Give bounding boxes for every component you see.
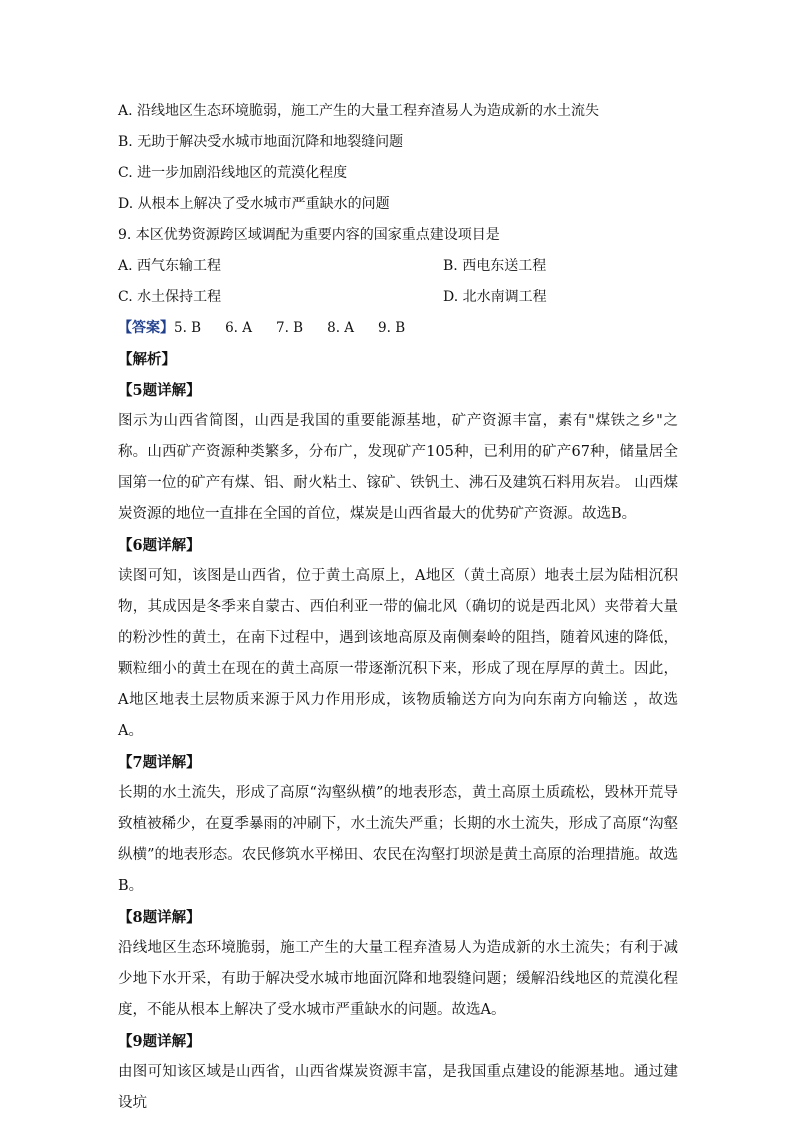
q9-options-row-2 [118,282,678,313]
q8-option-c: C. 进一步加剧沿线地区的荒漠化程度 [118,165,348,181]
section-text-7: 长期的水土流失，形成了高原“沟壑纵横”的地表形态，黄土高原土质疏松，毁林开荒导致植被稀少，在夏季暴雨的冲刷下，水土流失严重；长期的水土流失，形成了高原“沟壑纵横”的地表形态。农民修筑水平梯田、农民在沟壑打坝淤是黄土高原的治理措施。故选B。 [118,785,678,894]
answer-label: 【答案】 [118,320,174,336]
answer-item: 6. A [225,320,253,336]
q9-option-b: B. 西电东送工程 [443,258,547,274]
answer-item: 8. A [327,320,355,336]
document-page [118,96,678,1119]
section-text-6: 读图可知，该图是山西省，位于黄土高原上，A地区（黄土高原）地表土层为陆相沉积物，其成因是冬季来自蒙古、西伯利亚一带的偏北风（确切的说是西北风）夹带着大量的粉沙性的黄土，在南下过程中，遇到该地高原及南侧秦岭的阻挡，随着风速的降低，颗粒细小的黄土在现在的黄土高原一带逐渐沉积下来，形成了现在厚厚的黄土。因此，A地区地表土层物质来源于风力作用形成，该物质输送方向为向东南方向输送 ，故选A。 [118,568,678,739]
section-text-9: 由图可知该区域是山西省，山西省煤炭资源丰富，是我国重点建设的能源基地。通过建设坑 [118,1064,678,1111]
answer-item: 9. B [378,320,406,336]
answer-item: 7. B [276,320,304,336]
q8-option-a: A. 沿线地区生态环境脆弱，施工产生的大量工程弃渣易人为造成新的水土流失 [118,103,600,119]
section-text-8: 沿线地区生态环境脆弱，施工产生的大量工程弃渣易人为造成新的水土流失；有利于减少地下水开采，有助于解决受水城市地面沉降和地裂缝问题；缓解沿线地区的荒漠化程度，不能从根本上解决了受水城市严重缺水的问题。故选A。 [118,940,678,1018]
section-heading-8: 【8题详解】 [118,909,201,926]
q9-options-row-1 [118,251,678,282]
section-heading-7: 【7题详解】 [118,754,201,771]
q9-stem: 9. 本区优势资源跨区域调配为重要内容的国家重点建设项目是 [118,227,500,243]
section-heading-9: 【9题详解】 [118,1033,201,1050]
section-heading-6: 【6题详解】 [118,537,201,554]
q9-option-c: C. 水土保持工程 [118,289,222,305]
q9-option-d: D. 北水南调工程 [443,289,547,305]
analysis-label: 【解析】 [118,351,176,368]
answer-row [118,313,678,344]
section-text-5: 图示为山西省简图，山西是我国的重要能源基地，矿产资源丰富，素有"煤铁之乡"之称。山西矿产资源种类繁多，分布广，发现矿产105种，已利用的矿产67种，储量居全国第一位的矿产有煤、铝、耐火粘土、镓矿、铁钒土、沸石及建筑石料用灰岩。 山西煤炭资源的地位一直排在全国的首位，煤炭是山西省最大的优势矿产资源。故选B。 [118,413,678,522]
q8-option-b: B. 无助于解决受水城市地面沉降和地裂缝问题 [118,134,404,150]
section-heading-5: 【5题详解】 [118,382,201,399]
answer-item: 5. B [174,320,202,336]
q8-option-d: D. 从根本上解决了受水城市严重缺水的问题 [118,196,390,212]
q9-option-a: A. 西气东输工程 [118,258,222,274]
